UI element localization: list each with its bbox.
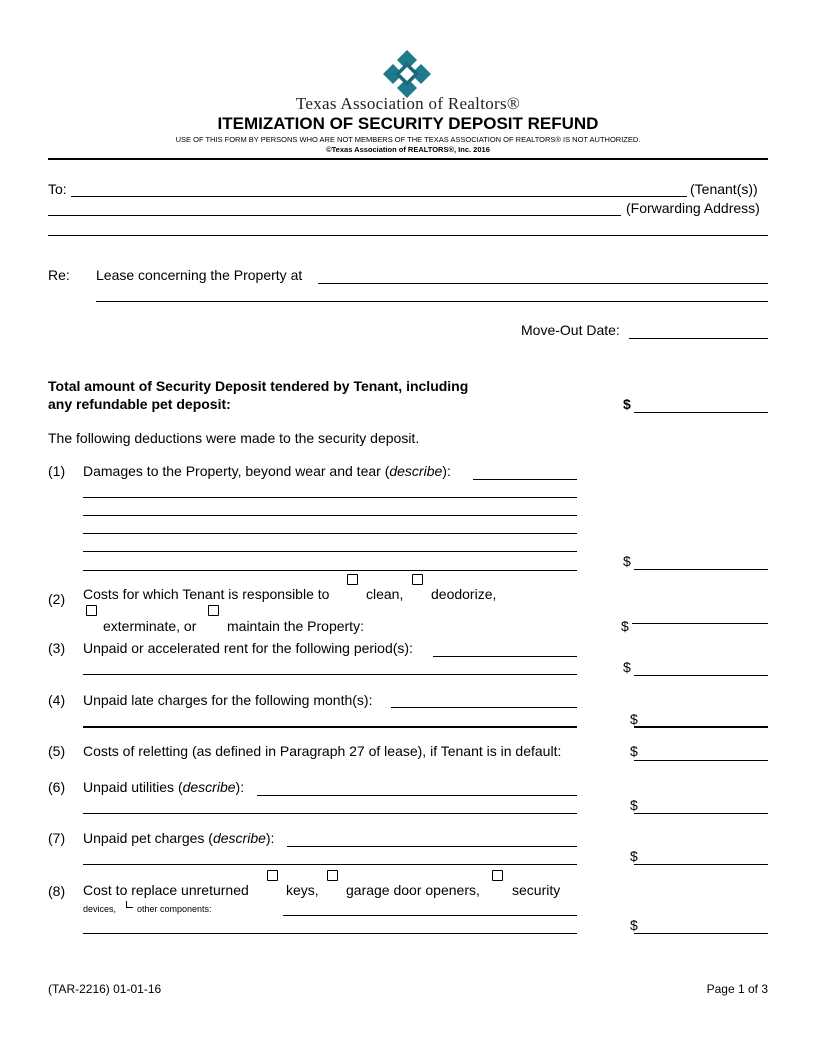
item-7-label: Unpaid pet charges (describe): [83, 830, 275, 846]
maintain-checkbox[interactable] [208, 605, 219, 616]
item-4-label: Unpaid late charges for the following month(s): [83, 692, 373, 708]
deodorize-label: deodorize, [431, 586, 497, 602]
item-5-dollar-sign: $ [630, 743, 638, 759]
organization-name: Texas Association of Realtors® [295, 94, 521, 113]
forwarding-address-label: (Forwarding Address) [626, 200, 760, 216]
tar-diamond-logo-icon [383, 50, 431, 98]
deodorize-checkbox[interactable] [412, 574, 423, 585]
other-components-checkbox[interactable] [126, 901, 133, 908]
item-4-dollar-sign: $ [630, 711, 638, 727]
property-address-field-2[interactable] [96, 301, 768, 302]
garage-door-openers-checkbox[interactable] [327, 870, 338, 881]
maintain-label: maintain the Property: [227, 618, 364, 634]
total-deposit-line2: any refundable pet deposit: [48, 396, 231, 412]
item-8-dollar-sign: $ [630, 917, 638, 933]
item-3-period-line[interactable] [83, 674, 577, 675]
item-1-description-field[interactable] [473, 479, 577, 480]
forwarding-address-field[interactable] [48, 215, 621, 216]
item-3-label: Unpaid or accelerated rent for the following period(s): [83, 640, 413, 656]
item-2-amount-field[interactable] [632, 623, 768, 624]
deductions-intro: The following deductions were made to the security deposit. [48, 430, 420, 446]
total-deposit-amount-field[interactable] [634, 412, 768, 413]
total-deposit-line1: Total amount of Security Deposit tendered by Tenant, including [48, 378, 469, 394]
security-devices-checkbox[interactable] [492, 870, 503, 881]
form-id: (TAR-2216) 01-01-16 [48, 982, 162, 996]
item-1-description-line[interactable] [83, 497, 577, 498]
item-5-label: Costs of reletting (as defined in Paragraph 27 of lease), if Tenant is in default: [83, 743, 562, 759]
item-2-dollar-sign: $ [621, 618, 629, 634]
item-5-number: (5) [48, 743, 66, 759]
keys-label: keys, [286, 882, 319, 898]
other-components-label: other components: [137, 904, 212, 914]
item-6-dollar-sign: $ [630, 797, 638, 813]
item-6-label: Unpaid utilities (describe): [83, 779, 245, 795]
item-6-description-line[interactable] [83, 813, 577, 814]
item-7-number: (7) [48, 830, 66, 846]
item-7-amount-field[interactable] [634, 864, 768, 865]
item-1-description-line[interactable] [83, 551, 577, 552]
item-1-description-line[interactable] [83, 533, 577, 534]
lease-label: Lease concerning the Property at [96, 267, 303, 283]
item-1-description-line[interactable] [83, 515, 577, 516]
keys-checkbox[interactable] [267, 870, 278, 881]
garage-door-openers-label: garage door openers, [346, 882, 480, 898]
exterminate-label: exterminate, or [103, 618, 197, 634]
copyright: ©Texas Association of REALTORS®, Inc. 2016 [326, 145, 490, 154]
item-4-month-field[interactable] [391, 707, 577, 708]
clean-checkbox[interactable] [347, 574, 358, 585]
to-label: To: [48, 181, 67, 197]
total-dollar-sign: $ [623, 396, 631, 412]
tenant-name-field[interactable] [71, 196, 687, 197]
item-6-description-field[interactable] [257, 795, 577, 796]
item-8-label: Cost to replace unreturned [83, 882, 249, 898]
item-7-description-field[interactable] [287, 846, 577, 847]
clean-label: clean, [366, 586, 404, 602]
other-components-field[interactable] [283, 915, 577, 916]
form-title: ITEMIZATION OF SECURITY DEPOSIT REFUND [217, 114, 599, 133]
item-2-label: Costs for which Tenant is responsible to [83, 586, 330, 602]
move-out-date-label: Move-Out Date: [521, 322, 620, 338]
item-1-description-line[interactable] [83, 570, 577, 571]
item-1-amount-field[interactable] [634, 569, 768, 570]
item-8-amount-field[interactable] [634, 933, 768, 934]
item-4-month-line[interactable] [83, 726, 577, 728]
header-divider [48, 158, 768, 160]
item-8-description-line[interactable] [83, 933, 577, 934]
item-2-number: (2) [48, 591, 66, 607]
item-6-amount-field[interactable] [634, 813, 768, 814]
item-3-dollar-sign: $ [623, 659, 631, 675]
item-1-label: Damages to the Property, beyond wear and tear (describe): [83, 463, 451, 479]
item-1-dollar-sign: $ [623, 553, 631, 569]
security-devices-label: security [512, 882, 561, 898]
tenant-label: (Tenant(s)) [690, 181, 758, 197]
item-3-amount-field[interactable] [634, 675, 768, 676]
forwarding-address-field-2[interactable] [48, 235, 768, 236]
item-6-number: (6) [48, 779, 66, 795]
property-address-field[interactable] [318, 283, 768, 284]
usage-notice: USE OF THIS FORM BY PERSONS WHO ARE NOT MEMBERS OF THE TEXAS ASSOCIATION OF REALTORS® IS NOT AUTHORIZED. [175, 135, 641, 144]
move-out-date-field[interactable] [629, 338, 768, 339]
item-8-number: (8) [48, 883, 66, 899]
item-1-number: (1) [48, 463, 66, 479]
item-4-number: (4) [48, 692, 66, 708]
item-4-amount-field[interactable] [634, 726, 768, 728]
item-7-dollar-sign: $ [630, 848, 638, 864]
item-3-period-field[interactable] [433, 656, 577, 657]
page-number: Page 1 of 3 [706, 982, 768, 996]
devices-label: devices, [83, 904, 117, 914]
exterminate-checkbox[interactable] [86, 605, 97, 616]
item-7-description-line[interactable] [83, 864, 577, 865]
item-5-amount-field[interactable] [634, 760, 768, 761]
item-3-number: (3) [48, 640, 66, 656]
re-label: Re: [48, 267, 70, 283]
